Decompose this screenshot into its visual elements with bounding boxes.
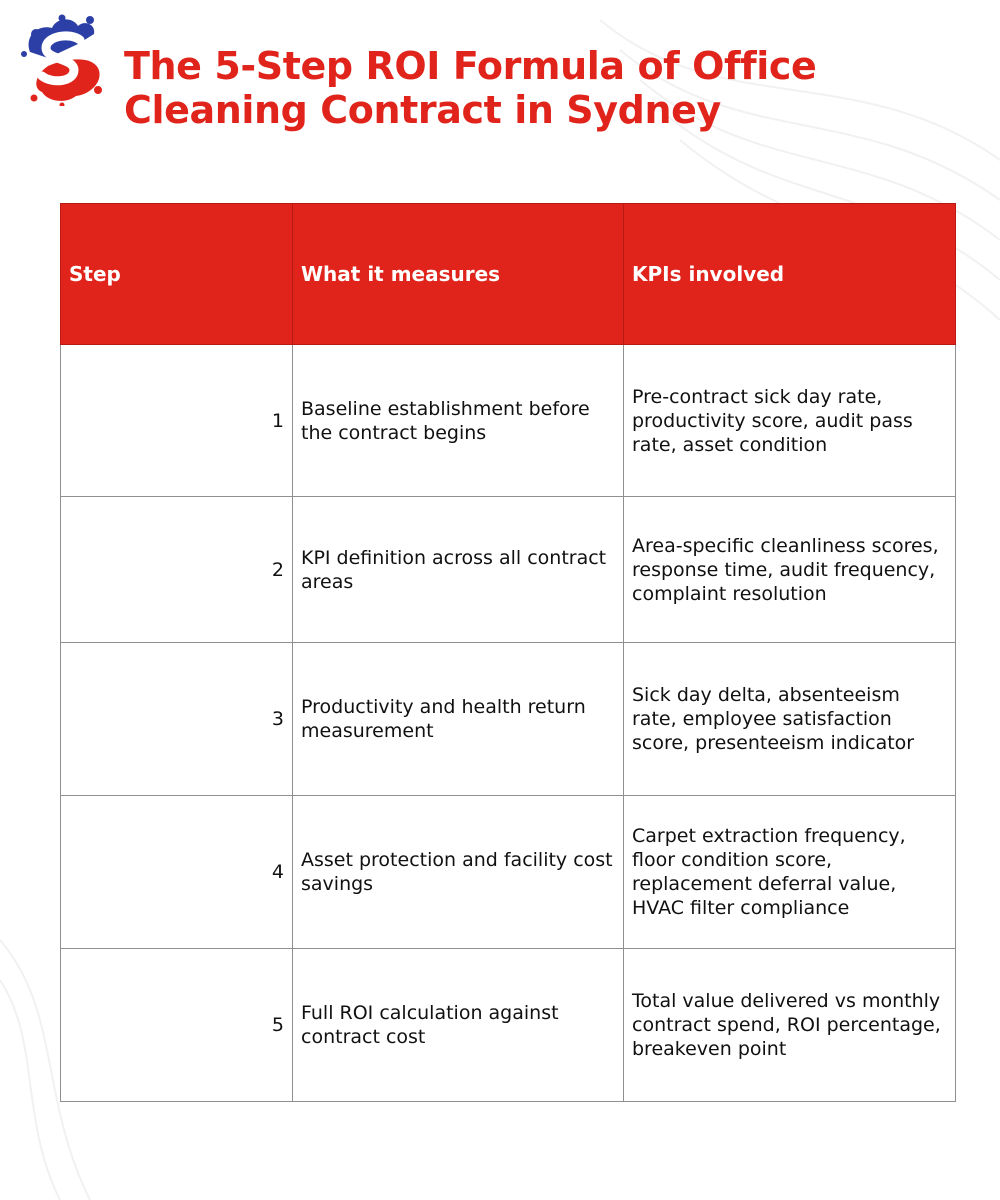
measures-cell: Full ROI calculation against contract cost xyxy=(293,949,624,1102)
kpis-cell: Area-specific cleanliness scores, response time, audit frequency, complaint resolution xyxy=(624,497,956,643)
measures-cell: Baseline establishment before the contract begins xyxy=(293,345,624,497)
page-header xyxy=(18,14,978,144)
column-header-kpis-involved: KPIs involved xyxy=(624,204,956,345)
roi-steps-table-container xyxy=(60,203,955,1102)
step-number-cell: 4 xyxy=(61,796,293,949)
table-row xyxy=(61,796,956,949)
table-row xyxy=(61,497,956,643)
step-number-cell: 1 xyxy=(61,345,293,497)
table-header-row xyxy=(61,204,956,345)
table-row xyxy=(61,345,956,497)
step-number-cell: 2 xyxy=(61,497,293,643)
page-title-line-2: Cleaning Contract in Sydney xyxy=(124,88,721,132)
measures-cell: Asset protection and facility cost savings xyxy=(293,796,624,949)
roi-steps-table xyxy=(60,203,956,1102)
splash-s-logo-icon xyxy=(18,14,104,106)
step-number-cell: 5 xyxy=(61,949,293,1102)
kpis-cell: Carpet extraction frequency, floor condition score, replacement deferral value, HVAC filter compliance xyxy=(624,796,956,949)
table-row xyxy=(61,949,956,1102)
page-title xyxy=(124,44,884,132)
column-header-step: Step xyxy=(61,204,293,345)
table-row xyxy=(61,643,956,796)
measures-cell: Productivity and health return measurement xyxy=(293,643,624,796)
kpis-cell: Sick day delta, absenteeism rate, employee satisfaction score, presenteeism indicator xyxy=(624,643,956,796)
kpis-cell: Pre-contract sick day rate, productivity score, audit pass rate, asset condition xyxy=(624,345,956,497)
kpis-cell: Total value delivered vs monthly contract spend, ROI percentage, breakeven point xyxy=(624,949,956,1102)
page-title-line-1: The 5-Step ROI Formula of Office xyxy=(124,44,817,88)
measures-cell: KPI definition across all contract areas xyxy=(293,497,624,643)
step-number-cell: 3 xyxy=(61,643,293,796)
column-header-what-it-measures: What it measures xyxy=(293,204,624,345)
